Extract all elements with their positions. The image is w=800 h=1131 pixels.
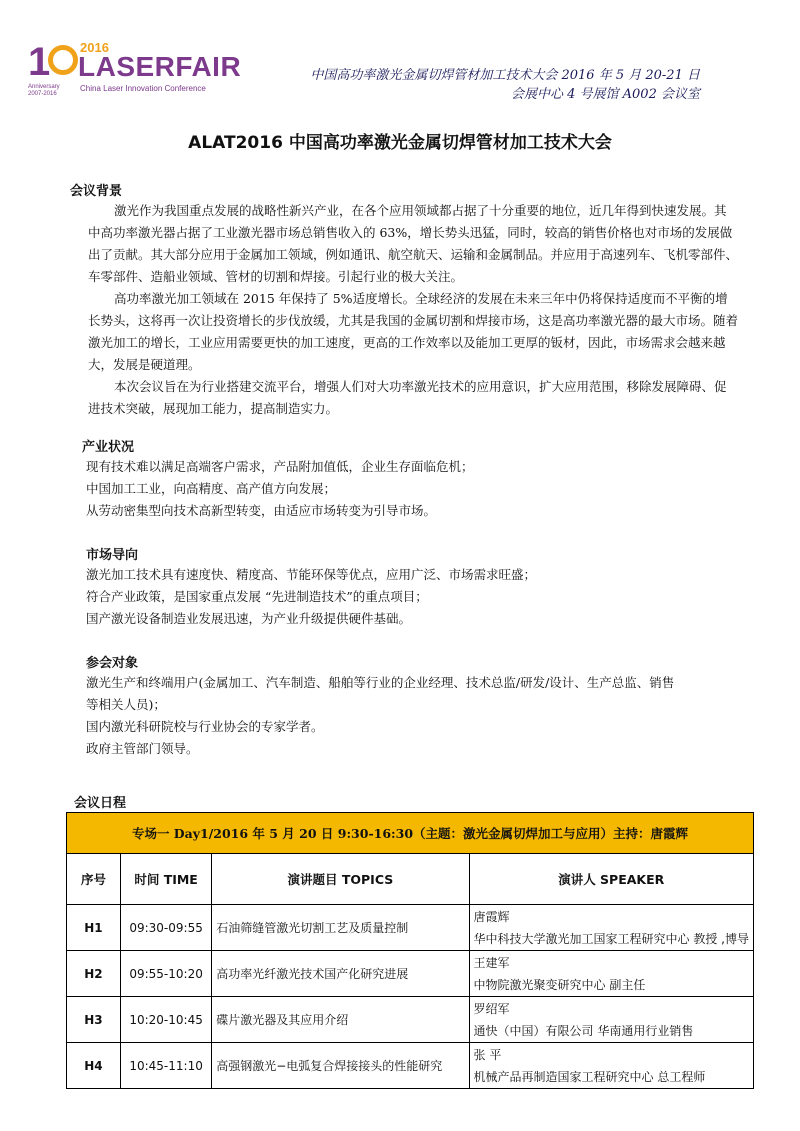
table-row — [67, 905, 754, 951]
column-header-speaker: 演讲人 SPEAKER — [469, 854, 753, 905]
session-no: H1 — [67, 905, 121, 951]
schedule-banner: 专场一 Day1/2016 年 5 月 20 日 9:30-16:30（主题：激光金属切焊加工与应用）主持：唐霞辉 — [67, 813, 754, 854]
background-heading: 会议背景 — [70, 184, 123, 199]
schedule-table — [66, 812, 754, 1089]
industry-line: 现有技术难以满足高端客户需求，产品附加值低，企业生存面临危机； — [86, 459, 474, 474]
column-header-no: 序号 — [67, 854, 121, 905]
column-header-time: 时间 TIME — [120, 854, 211, 905]
schedule-heading: 会议日程 — [74, 796, 127, 811]
page-header — [0, 0, 800, 120]
market-line: 国产激光设备制造业发展迅速，为产业升级提供硬件基础。 — [86, 611, 412, 626]
session-speaker — [469, 951, 753, 997]
market-heading: 市场导向 — [86, 548, 139, 563]
industry-line: 从劳动密集型向技术高新型转变，由适应市场转变为引导市场。 — [86, 503, 437, 518]
market-list — [86, 564, 536, 630]
session-no: H3 — [67, 997, 121, 1043]
session-speaker — [469, 905, 753, 951]
session-speaker — [469, 1043, 753, 1089]
audience-heading: 参会对象 — [86, 656, 139, 671]
speaker-org: 华中科技大学激光加工国家工程研究中心 教授 ,博导 — [473, 931, 749, 946]
background-text — [88, 200, 738, 420]
background-paragraph-3: 本次会议旨在为行业搭建交流平台，增强人们对大功率激光技术的应用意识，扩大应用范围，移除发展障碍、促进技术突破，展现加工能力，提高制造实力。 — [88, 379, 727, 416]
industry-heading: 产业状况 — [82, 440, 135, 455]
session-topic: 碟片激光器及其应用介绍 — [212, 997, 469, 1043]
table-header-row — [67, 854, 754, 905]
session-time: 10:45-11:10 — [120, 1043, 211, 1089]
logo-year: 2016 — [80, 40, 109, 55]
table-row — [67, 1043, 754, 1089]
logo-subtitle: China Laser Innovation Conference — [80, 84, 206, 93]
audience-line: 激光生产和终端用户(金属加工、汽车制造、船舶等行业的企业经理、技术总监/研发/设计、生产总监、销售 — [86, 675, 675, 690]
market-line: 符合产业政策，是国家重点发展 “先进制造技术”的重点项目； — [86, 589, 428, 604]
venue-line-2: 会展中心 4 号展馆 A002 会议室 — [510, 87, 700, 102]
speaker-name: 王建军 — [473, 955, 510, 970]
column-header-topic: 演讲题目 TOPICS — [212, 854, 469, 905]
speaker-name: 唐霞辉 — [473, 909, 510, 924]
background-paragraph-2: 高功率激光加工领域在 2015 年保持了 5%适度增长。全球经济的发展在未来三年中仍将保持适度而不平衡的增长势头，这将再一次让投资增长的步伐放缓，尤其是我国的金属切割和焊接市场，这是高功率激光器的最大市场。随着激光加工的增长，工业应用需要更快的加工速度，更高的工作效率以及能加工更厚的钣材，因此，市场需求会越来越大，发展是硬道理。 — [88, 291, 739, 372]
logo-brand: LASERFAIR — [78, 51, 242, 82]
audience-line: 国内激光科研院校与行业协会的专家学者。 — [86, 719, 324, 734]
session-time: 10:20-10:45 — [120, 997, 211, 1043]
table-row — [67, 951, 754, 997]
industry-line: 中国加工工业，向高精度、高产值方向发展； — [86, 481, 337, 496]
venue-line-1: 中国高功率激光金属切焊管材加工技术大会 2016 年 5 月 20-21 日 — [310, 68, 700, 83]
session-no: H2 — [67, 951, 121, 997]
background-paragraph-1: 激光作为我国重点发展的战略性新兴产业，在各个应用领域都占据了十分重要的地位，近几年得到快速发展。其中高功率激光器占据了工业激光器市场总销售收入的 63%，增长势头迅猛，同时，较高的销售价格也对市场的发展做出了贡献。其大部分应用于金属加工领域，例如通讯、航空航天、运输和金属制品。并应用于高速列车、飞机零部件、车零部件、造船业领域、管材的切割和焊接。引起行业的极大关注。 — [88, 203, 739, 284]
session-speaker — [469, 997, 753, 1043]
session-topic: 高强钢激光−电弧复合焊接接头的性能研究 — [212, 1043, 469, 1089]
speaker-org: 中物院激光聚变研究中心 副主任 — [473, 977, 646, 992]
audience-list — [86, 672, 674, 760]
speaker-org: 机械产品再制造国家工程研究中心 总工程师 — [473, 1069, 706, 1084]
venue-info — [310, 66, 700, 104]
speaker-name: 罗绍军 — [473, 1001, 510, 1016]
session-topic: 高功率光纤激光技术国产化研究进展 — [212, 951, 469, 997]
audience-line: 政府主管部门领导。 — [86, 741, 199, 756]
table-row — [67, 997, 754, 1043]
laserfair-logo — [28, 40, 242, 100]
session-topic: 石油筛缝管激光切割工艺及质量控制 — [212, 905, 469, 951]
speaker-name: 张 平 — [473, 1047, 502, 1062]
audience-line: 等相关人员)； — [86, 697, 166, 712]
document-title: ALAT2016 中国高功率激光金属切焊管材加工技术大会 — [188, 133, 612, 153]
gear-icon — [48, 45, 78, 75]
anniversary-mark: 1 — [28, 42, 78, 82]
session-time: 09:55-10:20 — [120, 951, 211, 997]
industry-list — [86, 456, 474, 522]
session-no: H4 — [67, 1043, 121, 1089]
market-line: 激光加工技术具有速度快、精度高、节能环保等优点，应用广泛、市场需求旺盛； — [86, 567, 537, 582]
session-time: 09:30-09:55 — [120, 905, 211, 951]
anniversary-text: Anniversary 2007-2016 — [28, 84, 60, 97]
speaker-org: 通快（中国）有限公司 华南通用行业销售 — [473, 1023, 694, 1038]
